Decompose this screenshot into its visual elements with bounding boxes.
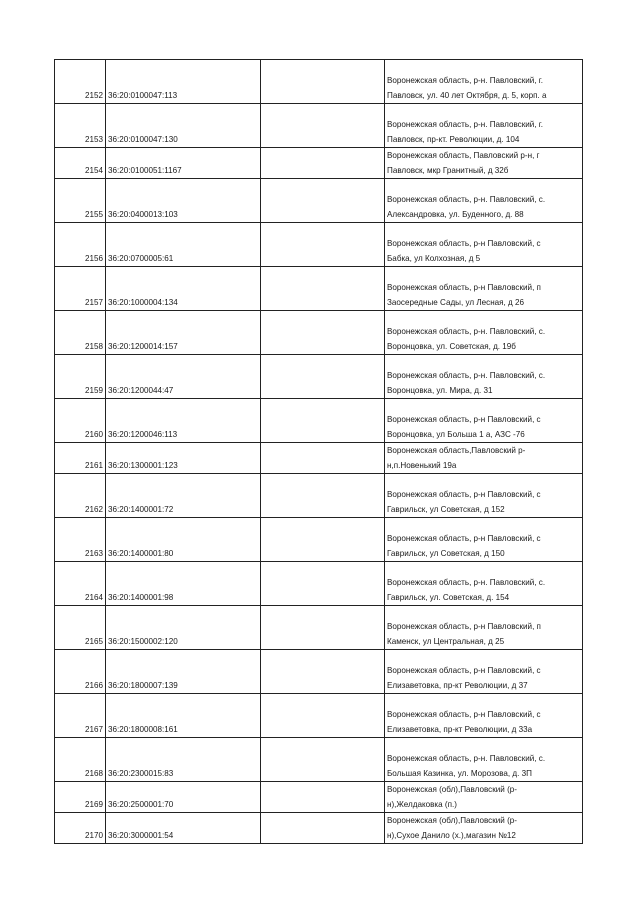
row-number-cell: 2160 (55, 399, 106, 443)
address-cell (385, 606, 583, 650)
row-number-cell: 2165 (55, 606, 106, 650)
address-line-1: Воронежская (обл),Павловский (р- (387, 785, 517, 794)
row-number-cell: 2155 (55, 179, 106, 223)
table-row (55, 179, 583, 223)
address-line-2: н),Желдаковка (п.) (387, 800, 457, 809)
cadastral-number-cell: 36:20:1200014:157 (106, 311, 261, 355)
address-line-1: Воронежская область, р-н Павловский, с (387, 239, 541, 248)
cadastral-number-cell: 36:20:0700005:61 (106, 223, 261, 267)
address-line-2: Воронцовка, ул. Мира, д. 31 (387, 386, 493, 395)
address-line-2: Большая Казинка, ул. Морозова, д. 3П (387, 769, 532, 778)
address-line-1: Воронежская область, р-н Павловский, с (387, 415, 541, 424)
address-cell (385, 148, 583, 179)
address-cell (385, 267, 583, 311)
cadastral-number-cell: 36:20:1400001:72 (106, 474, 261, 518)
address-line-2: Елизаветовка, пр-кт Революции, д 37 (387, 681, 528, 690)
row-number-cell: 2166 (55, 650, 106, 694)
cadastral-number-cell: 36:20:1300001:123 (106, 443, 261, 474)
table-row (55, 223, 583, 267)
cadastral-number-cell: 36:20:1200044:47 (106, 355, 261, 399)
row-number-cell: 2162 (55, 474, 106, 518)
address-cell (385, 518, 583, 562)
table-row (55, 267, 583, 311)
address-line-1: Воронежская область, р-н. Павловский, с. (387, 327, 546, 336)
registry-table (54, 59, 583, 844)
empty-cell (261, 355, 385, 399)
row-number-cell: 2153 (55, 104, 106, 148)
empty-cell (261, 813, 385, 844)
row-number-cell: 2169 (55, 782, 106, 813)
address-cell (385, 223, 583, 267)
address-line-1: Воронежская область, р-н Павловский, с (387, 534, 541, 543)
address-cell (385, 694, 583, 738)
empty-cell (261, 650, 385, 694)
table-row (55, 474, 583, 518)
empty-cell (261, 148, 385, 179)
table-row (55, 104, 583, 148)
empty-cell (261, 223, 385, 267)
address-line-1: Воронежская область, р-н. Павловский, с. (387, 578, 546, 587)
empty-cell (261, 782, 385, 813)
table-row (55, 311, 583, 355)
row-number-cell: 2170 (55, 813, 106, 844)
address-cell (385, 179, 583, 223)
empty-cell (261, 738, 385, 782)
address-line-2: н,п.Новенький 19а (387, 461, 457, 470)
address-cell (385, 399, 583, 443)
empty-cell (261, 311, 385, 355)
address-cell (385, 474, 583, 518)
row-number-cell: 2161 (55, 443, 106, 474)
address-line-1: Воронежская область, р-н Павловский, с (387, 490, 541, 499)
cadastral-number-cell: 36:20:1800008:161 (106, 694, 261, 738)
row-number-cell: 2164 (55, 562, 106, 606)
registry-table-body (55, 60, 583, 844)
address-line-2: Александровка, ул. Буденного, д. 88 (387, 210, 524, 219)
table-row (55, 355, 583, 399)
row-number-cell: 2167 (55, 694, 106, 738)
empty-cell (261, 694, 385, 738)
address-line-1: Воронежская область, р-н. Павловский, г. (387, 76, 544, 85)
cadastral-number-cell: 36:20:2500001:70 (106, 782, 261, 813)
address-line-2: Заосередные Сады, ул Лесная, д 26 (387, 298, 525, 307)
address-cell (385, 311, 583, 355)
address-line-2: Воронцовка, ул Больша 1 а, АЗС -76 (387, 430, 525, 439)
empty-cell (261, 267, 385, 311)
address-cell (385, 813, 583, 844)
address-line-2: Елизаветовка, пр-кт Революции, д 33а (387, 725, 533, 734)
table-row (55, 606, 583, 650)
row-number-cell: 2154 (55, 148, 106, 179)
address-line-1: Воронежская область, р-н Павловский, п (387, 622, 541, 631)
row-number-cell: 2163 (55, 518, 106, 562)
table-row (55, 813, 583, 844)
address-line-1: Воронежская область, р-н. Павловский, с. (387, 754, 546, 763)
address-line-2: Павловск, пр-кт. Революции, д. 104 (387, 135, 520, 144)
address-line-2: Павловск, ул. 40 лет Октября, д. 5, корп. а (387, 91, 547, 100)
empty-cell (261, 60, 385, 104)
address-line-1: Воронежская (обл),Павловский (р- (387, 816, 517, 825)
cadastral-number-cell: 36:20:0100047:130 (106, 104, 261, 148)
row-number-cell: 2159 (55, 355, 106, 399)
row-number-cell: 2157 (55, 267, 106, 311)
address-cell (385, 355, 583, 399)
table-row (55, 399, 583, 443)
empty-cell (261, 399, 385, 443)
address-cell (385, 104, 583, 148)
address-line-1: Воронежская область, р-н Павловский, с (387, 666, 541, 675)
address-line-2: Гаврильск, ул Советская, д 152 (387, 505, 505, 514)
row-number-cell: 2158 (55, 311, 106, 355)
address-line-1: Воронежская область, р-н Павловский, с (387, 710, 541, 719)
cadastral-number-cell: 36:20:0100051:1167 (106, 148, 261, 179)
empty-cell (261, 179, 385, 223)
cadastral-number-cell: 36:20:0400013:103 (106, 179, 261, 223)
table-row (55, 443, 583, 474)
cadastral-number-cell: 36:20:1800007:139 (106, 650, 261, 694)
row-number-cell: 2156 (55, 223, 106, 267)
cadastral-number-cell: 36:20:1400001:98 (106, 562, 261, 606)
address-line-1: Воронежская область, Павловский р-н, г (387, 151, 540, 160)
address-line-2: Гаврильск, ул. Советская, д. 154 (387, 593, 510, 602)
address-line-1: Воронежская область, р-н. Павловский, г. (387, 120, 544, 129)
address-cell (385, 60, 583, 104)
address-line-1: Воронежская область, р-н. Павловский, с. (387, 195, 546, 204)
table-row (55, 148, 583, 179)
address-line-1: Воронежская область, р-н. Павловский, с. (387, 371, 546, 380)
table-row (55, 518, 583, 562)
table-row (55, 782, 583, 813)
empty-cell (261, 518, 385, 562)
address-line-2: Павловск, мкр Гранитный, д 32б (387, 166, 509, 175)
address-line-2: Бабка, ул Колхозная, д 5 (387, 254, 481, 263)
table-row (55, 738, 583, 782)
table-row (55, 650, 583, 694)
address-line-2: н),Сухое Данило (х.),магазин №12 (387, 831, 516, 840)
cadastral-number-cell: 36:20:1400001:80 (106, 518, 261, 562)
empty-cell (261, 474, 385, 518)
empty-cell (261, 606, 385, 650)
address-line-2: Воронцовка, ул. Советская, д. 19б (387, 342, 516, 351)
table-row (55, 60, 583, 104)
table-row (55, 562, 583, 606)
address-cell (385, 443, 583, 474)
cadastral-number-cell: 36:20:1200046:113 (106, 399, 261, 443)
address-line-1: Воронежская область,Павловский р- (387, 446, 526, 455)
cadastral-number-cell: 36:20:0100047:113 (106, 60, 261, 104)
row-number-cell: 2168 (55, 738, 106, 782)
empty-cell (261, 562, 385, 606)
table-row (55, 694, 583, 738)
address-cell (385, 738, 583, 782)
address-cell (385, 562, 583, 606)
row-number-cell: 2152 (55, 60, 106, 104)
empty-cell (261, 443, 385, 474)
address-cell (385, 650, 583, 694)
cadastral-number-cell: 36:20:1000004:134 (106, 267, 261, 311)
empty-cell (261, 104, 385, 148)
cadastral-number-cell: 36:20:2300015:83 (106, 738, 261, 782)
address-line-2: Гаврильск, ул Советская, д 150 (387, 549, 505, 558)
address-line-1: Воронежская область, р-н Павловский, п (387, 283, 541, 292)
cadastral-number-cell: 36:20:3000001:54 (106, 813, 261, 844)
cadastral-number-cell: 36:20:1500002:120 (106, 606, 261, 650)
address-cell (385, 782, 583, 813)
address-line-2: Каменск, ул Центральная, д 25 (387, 637, 505, 646)
